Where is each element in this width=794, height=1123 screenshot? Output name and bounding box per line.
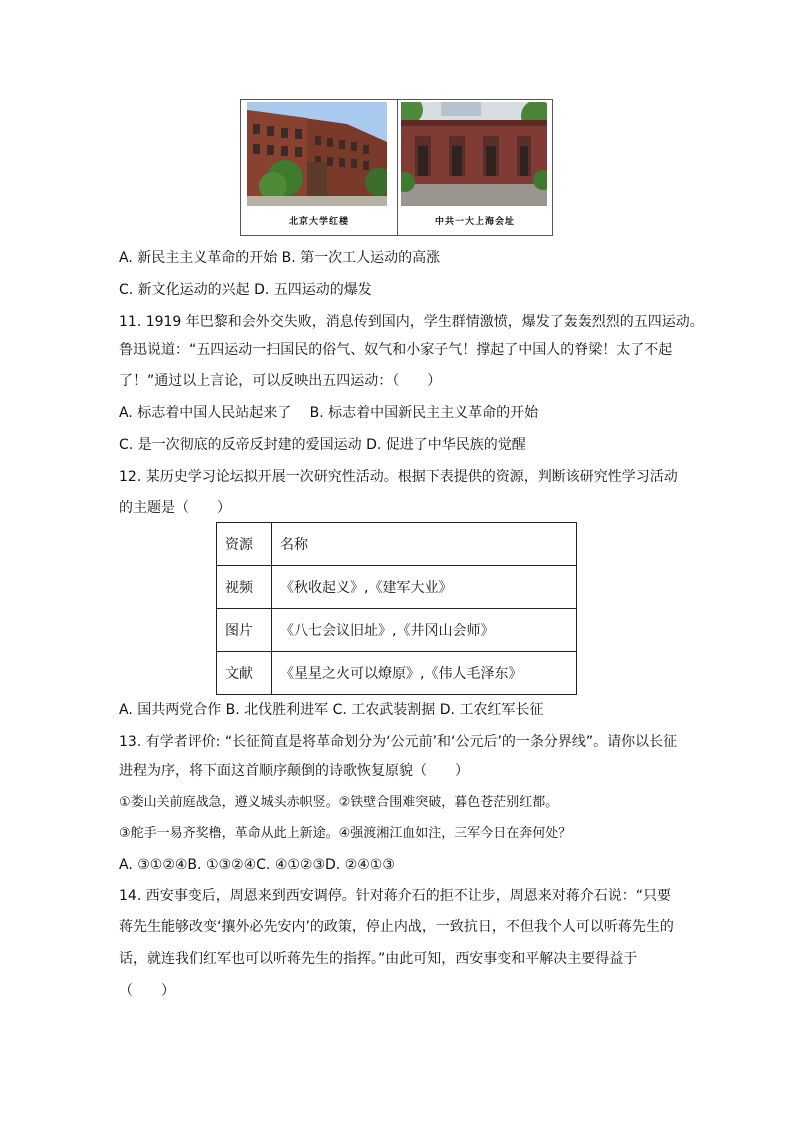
q14-stem-line-1: 14. 西安事变后，周恩来到西安调停。针对蒋介石的拒不让步，周恩来对蒋介石说：“只要 <box>119 888 671 904</box>
q10-options-ab: A. 新民主主义革命的开始 B. 第一次工人运动的高涨 <box>119 250 441 266</box>
q13-stem-line-2: 进程为序，将下面这首顺序颠倒的诗歌恢复原貌（ ） <box>119 763 469 779</box>
q13-stem-line-1: 13. 有学者评价: “长征简直是将革命划分为‘公元前’和‘公元后’的一条分界线”。请你以长征 <box>119 734 678 750</box>
figure-photos <box>240 99 553 236</box>
q12-resource-table <box>216 522 577 695</box>
q11-stem-line-3: 了！”通过以上言论，可以反映出五四运动：（ ） <box>119 373 442 389</box>
table-cell: 视频 <box>217 566 272 609</box>
table-row <box>217 652 577 695</box>
q12-stem-line-1: 12. 某历史学习论坛拟开展一次研究性活动。根据下表提供的资源，判断该研究性学习活动 <box>119 469 678 485</box>
q13-poem-line-2: ③舵手一易齐奖橹，革命从此上新途。④强渡湘江血如注，三军今日在奔何处？ <box>119 826 572 841</box>
table-header-cell: 名称 <box>272 523 577 566</box>
table-row <box>217 566 577 609</box>
table-header-row <box>217 523 577 566</box>
table-cell: 文献 <box>217 652 272 695</box>
q12-options: A. 国共两党合作 B. 北伐胜利进军 C. 工农武装割据 D. 工农红军长征 <box>119 702 544 718</box>
table-cell: 《八七会议旧址》,《井冈山会师》 <box>272 609 577 652</box>
q14-stem-line-4: （ ） <box>119 983 175 999</box>
q14-stem-line-3: 话，就连我们红军也可以听蒋先生的指挥。”由此可知，西安事变和平解决主要得益于 <box>119 951 638 967</box>
q11-options-ab: A. 标志着中国人民站起来了 B. 标志着中国新民主主义革命的开始 <box>119 405 539 421</box>
peking-university-red-building-photo <box>247 102 387 206</box>
q13-poem-line-1: ①娄山关前庭战急，遵义城头赤帜竖。②铁壁合围难突破，暮色苍茫别红都。 <box>119 795 559 810</box>
table-cell: 图片 <box>217 609 272 652</box>
left-photo-caption: 北京大学红楼 <box>288 217 349 227</box>
table-row <box>217 609 577 652</box>
q13-options: A. ③①②④B. ①③②④C. ④①②③D. ②④①③ <box>119 857 395 873</box>
table-cell: 《秋收起义》,《建军大业》 <box>272 566 577 609</box>
figure-left-cell <box>241 100 398 236</box>
q11-stem-line-1: 11. 1919 年巴黎和会外交失败，消息传到国内，学生群情激愤，爆发了轰轰烈烈的五四运动。 <box>119 314 704 330</box>
figure-right-cell <box>397 100 553 236</box>
q12-stem-line-2: 的主题是（ ） <box>119 500 231 516</box>
table-header-cell: 资源 <box>217 523 272 566</box>
q14-stem-line-2: 蒋先生能够改变‘攘外必先安内’的政策，停止内战，一致抗日，不但我个人可以听蒋先生的 <box>119 919 674 935</box>
q10-options-cd: C. 新文化运动的兴起 D. 五四运动的爆发 <box>119 282 372 298</box>
right-photo-caption: 中共一大上海会址 <box>434 217 515 227</box>
table-cell: 《星星之火可以燎原》,《伟人毛泽东》 <box>272 652 577 695</box>
cpc-first-congress-site-photo <box>401 102 547 206</box>
q11-stem-line-2: 鲁迅说道：“五四运动一扫国民的俗气、奴气和小家子气！撑起了中国人的脊梁！太了不起 <box>119 342 673 358</box>
q11-options-cd: C. 是一次彻底的反帝反封建的爱国运动 D. 促进了中华民族的觉醒 <box>119 437 526 453</box>
